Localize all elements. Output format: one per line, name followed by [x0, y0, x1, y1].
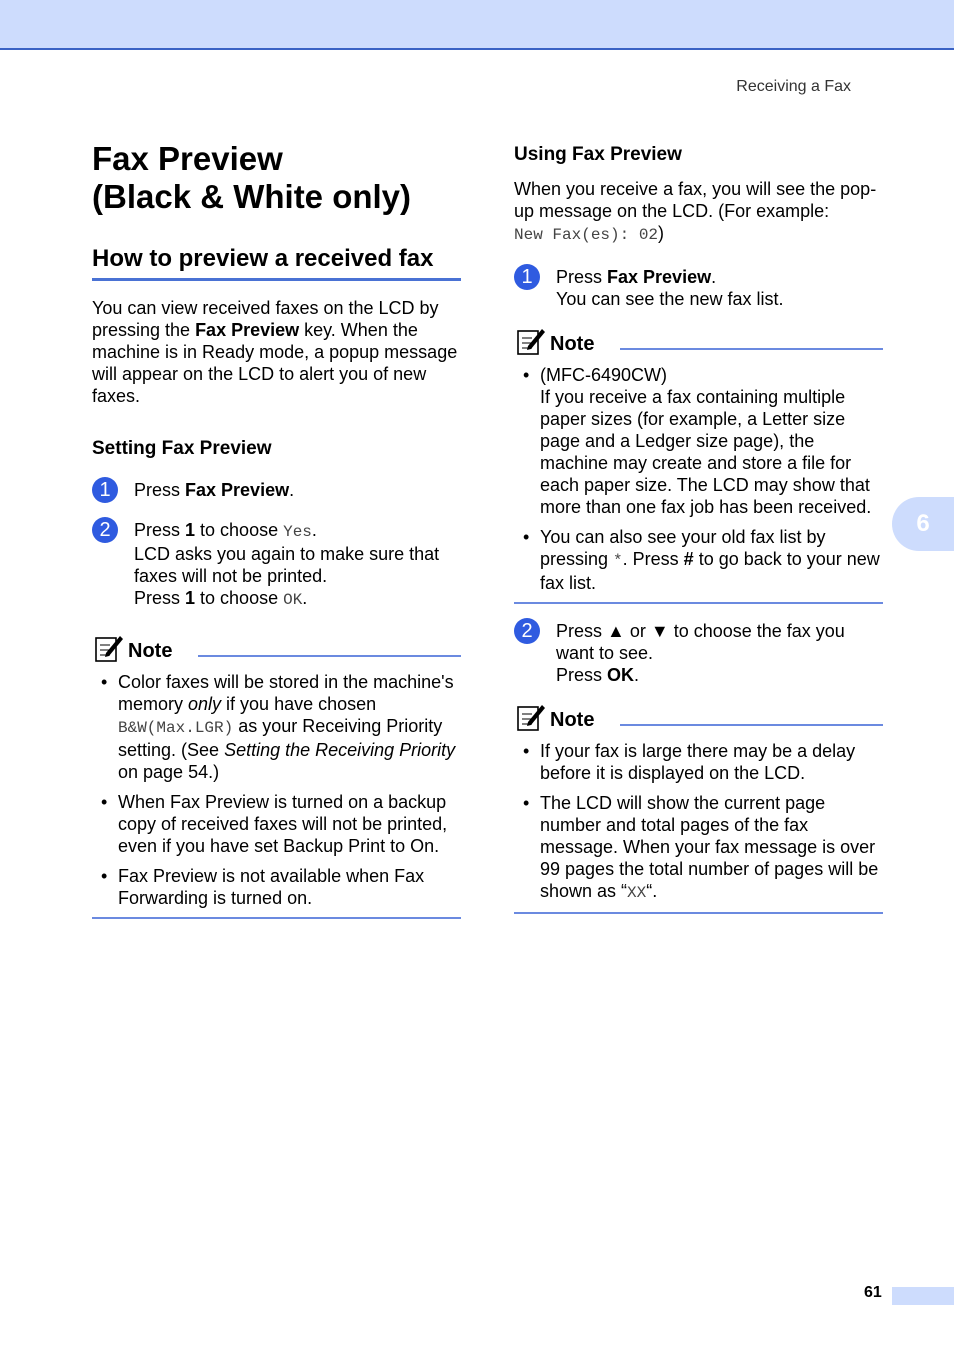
title-line-2: (Black & White only) [92, 178, 412, 215]
note-list [92, 671, 461, 909]
step-line-3 [134, 587, 461, 611]
using-intro [514, 178, 883, 246]
right-column [514, 143, 883, 914]
down-arrow-icon: ▼ [650, 621, 669, 641]
note-rule [620, 724, 883, 726]
key-fax-preview: Fax Preview [607, 267, 712, 287]
t: to choose [195, 588, 284, 608]
page-title [92, 140, 461, 216]
list-item [514, 792, 883, 904]
note-pencil-icon [516, 702, 546, 732]
t: (MFC-6490CW) [540, 365, 668, 385]
using-heading: Using Fax Preview [514, 144, 682, 165]
t: . Press [622, 549, 684, 569]
t: on page 54.) [118, 762, 220, 782]
list-item: • If your fax is large there may be a delay before it is displayed on the LCD. [514, 740, 883, 784]
running-header: Receiving a Fax [736, 78, 851, 95]
step-text [556, 266, 883, 288]
note-pencil-icon [516, 326, 546, 356]
t: Press [556, 665, 608, 685]
lcd-setting: B&W(Max.LGR) [118, 719, 234, 737]
t: or [624, 621, 651, 641]
page-number-bar [892, 1287, 954, 1305]
t: “. [646, 881, 658, 901]
lcd-ok: OK [283, 591, 303, 609]
section-heading: How to preview a received fax [92, 244, 461, 281]
note-end-rule [92, 917, 461, 919]
step-line-2: LCD asks you again to make sure that faxes will not be printed. [134, 544, 440, 586]
note-list [514, 740, 883, 904]
title-line-1: Fax Preview [92, 140, 283, 177]
up-arrow-icon: ▲ [607, 621, 625, 641]
t: . [711, 267, 717, 287]
step-line-2 [556, 664, 883, 686]
t: as your Receiving Priority setting. (See [118, 716, 443, 760]
lcd-message: New Fax(es): 02 [514, 226, 659, 244]
step-text-a: Press [134, 480, 186, 500]
note-header [92, 633, 461, 663]
t: . [311, 520, 317, 540]
t: to choose [195, 520, 284, 540]
t: . [302, 588, 308, 608]
lcd-yes: Yes [283, 523, 312, 541]
t: Press [556, 267, 608, 287]
key-ok: OK [607, 665, 635, 685]
intro-paragraph [92, 297, 461, 407]
key-1: 1 [185, 520, 196, 540]
step-number-icon: 1 [514, 264, 540, 290]
note-header [514, 702, 883, 732]
note-list [514, 364, 883, 594]
note-end-rule [514, 912, 883, 914]
step-bold: Fax Preview [185, 480, 290, 500]
step-text-b: . [289, 480, 295, 500]
list-item: • Fax Preview is not available when Fax Forwarding is turned on. [92, 865, 461, 909]
step-line-1 [134, 519, 461, 543]
left-column [92, 140, 461, 919]
t: Color faxes will be stored in the machine's memory [118, 672, 454, 714]
note-pencil-icon [94, 633, 124, 663]
em: only [188, 694, 222, 714]
hash-key: # [683, 549, 694, 569]
star-key: * [613, 552, 623, 570]
top-banner [0, 0, 954, 50]
step-text [134, 479, 461, 501]
list-item [92, 671, 461, 783]
note-end-rule [514, 602, 883, 604]
t: Press [134, 520, 186, 540]
intro-text: You can view received faxes on the LCD by pressing the [92, 298, 439, 340]
note-rule [620, 348, 883, 350]
step-number-icon: 2 [514, 618, 540, 644]
setting-step-1 [92, 479, 461, 501]
using-step-1 [514, 266, 883, 310]
t: to choose the fax you want to see. [556, 621, 845, 663]
t: . [634, 665, 640, 685]
lcd-xx: XX [627, 884, 647, 902]
note-header [514, 326, 883, 356]
key-1: 1 [185, 588, 196, 608]
t: Press [134, 588, 186, 608]
chapter-tab[interactable]: 6 [892, 497, 954, 551]
intro-bold: Fax Preview [195, 320, 300, 340]
t: You can also see your old fax list by pressing [540, 527, 826, 569]
list-item [514, 364, 883, 518]
t: If you receive a fax containing multiple paper sizes (for example, a Letter size page and a Ledger size page), the machine may create and store a file for each paper size. The LCD may show that more than one fax job has been received. [540, 387, 872, 517]
page-number: 61 [864, 1284, 882, 1301]
intro-text-tail: key. When the machine is in Ready mode, a popup message will appear on the LCD to alert you of new faxes. [92, 320, 458, 406]
step-text [556, 620, 883, 664]
note-label: Note [550, 709, 595, 731]
note-label: Note [128, 640, 173, 662]
list-item: • When Fax Preview is turned on a backup copy of received faxes will not be printed, even if you have set Backup Print to On. [92, 791, 461, 857]
cross-reference[interactable]: Setting the Receiving Priority [224, 740, 456, 760]
list-item [514, 526, 883, 594]
setting-heading: Setting Fax Preview [92, 438, 272, 459]
using-step-2 [514, 620, 883, 686]
t: When you receive a fax, you will see the pop-up message on the LCD. (For example: [514, 179, 877, 221]
step-line-2: You can see the new fax list. [556, 289, 784, 309]
note-rule [198, 655, 461, 657]
t: to go back to your new fax list. [540, 549, 880, 593]
t: ) [658, 223, 665, 243]
t: if you have chosen [221, 694, 377, 714]
note-label: Note [550, 333, 595, 355]
step-number-icon: 1 [92, 477, 118, 503]
t: Press [556, 621, 608, 641]
step-number-icon: 2 [92, 517, 118, 543]
setting-step-2 [92, 519, 461, 611]
t: The LCD will show the current page number and total pages of the fax message. When your fax message is over 99 pages the total number of pages will be shown as “ [540, 793, 879, 901]
